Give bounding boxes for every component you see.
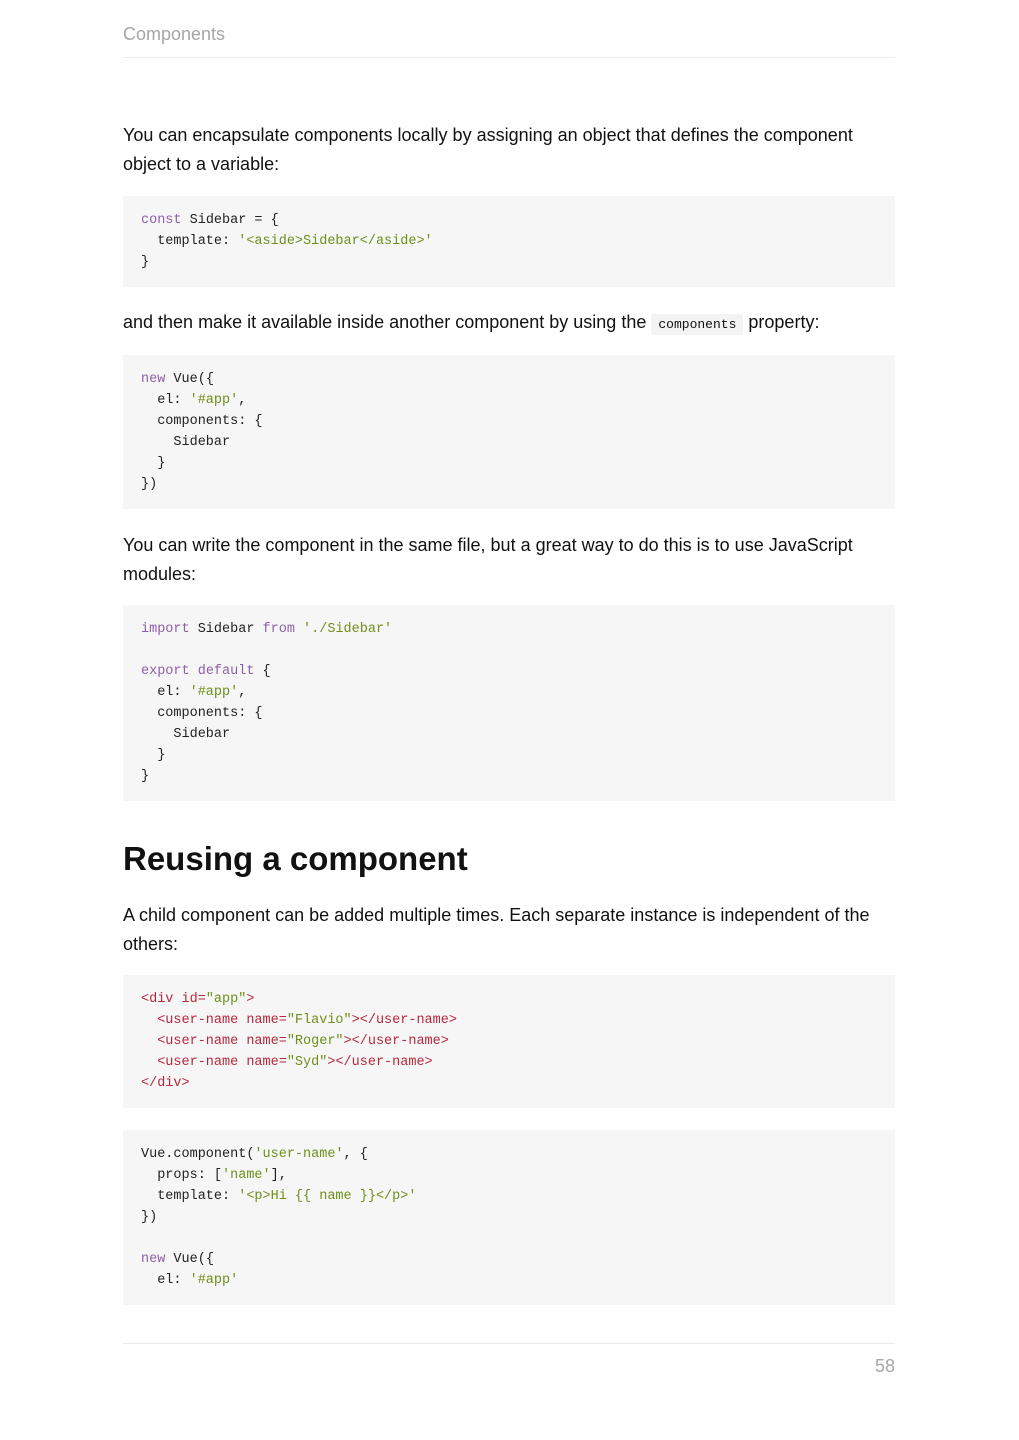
code-text: el: [141, 1273, 190, 1288]
code-text: } [141, 255, 150, 270]
code-text: props: [ [141, 1168, 223, 1183]
code-text: }) [141, 1210, 158, 1225]
code-text: Vue({ [165, 372, 214, 387]
inline-code-components: components [651, 314, 743, 335]
code-string: '#app' [189, 1273, 239, 1288]
code-tag: > [246, 992, 255, 1007]
paragraph-modules: You can write the component in the same file, but a great way to do this is to use JavaScript modules: [123, 535, 853, 584]
code-string: 'user-name' [254, 1147, 344, 1162]
code-string: "Syd" [286, 1055, 328, 1070]
code-block-html-template [123, 975, 895, 1108]
paragraph-intro: You can encapsulate components locally by assigning an object that defines the component object to a variable: [123, 125, 853, 174]
code-text: Sidebar [141, 727, 231, 742]
code-text: } [141, 456, 166, 471]
code-keyword: new [141, 372, 166, 387]
code-tag: <user-name name= [141, 1034, 287, 1049]
code-text: }) [141, 477, 158, 492]
code-keyword: new [141, 1252, 166, 1267]
code-keyword: export [141, 664, 190, 679]
code-tag: <div id= [141, 992, 206, 1007]
code-tag: ></user-name> [327, 1055, 433, 1070]
code-tag: </div> [141, 1076, 190, 1091]
code-text: template: [141, 234, 239, 249]
code-text: Vue({ [165, 1252, 214, 1267]
page-number: 58 [874, 1356, 895, 1376]
paragraph-text-before: and then make it available inside another component by using the [123, 312, 647, 332]
code-keyword: default [197, 664, 255, 679]
code-string: '#app' [189, 393, 239, 408]
code-string: './Sidebar' [303, 622, 393, 637]
footer-divider [123, 1343, 895, 1344]
code-keyword: const [141, 213, 182, 228]
code-string: '<p>Hi {{ name }}</p>' [238, 1189, 417, 1204]
code-text: Sidebar [141, 435, 231, 450]
code-keyword: import [141, 622, 190, 637]
code-block-import-export [123, 605, 895, 801]
code-text: el: [141, 685, 190, 700]
code-text: components: { [141, 414, 263, 429]
chapter-title: Components [123, 24, 226, 44]
code-text [295, 622, 303, 637]
code-keyword: from [262, 622, 295, 637]
code-text: Vue.component( [141, 1147, 255, 1162]
code-tag: <user-name name= [141, 1013, 287, 1028]
paragraph-child-component: A child component can be added multiple times. Each separate instance is independent of the others: [123, 905, 870, 954]
code-text: Sidebar [189, 622, 263, 637]
section-heading: Reusing a component [123, 840, 468, 877]
code-text: el: [141, 393, 190, 408]
code-tag: ></user-name> [343, 1034, 449, 1049]
code-text: , { [343, 1147, 368, 1162]
code-text: components: { [141, 706, 263, 721]
code-string: "app" [205, 992, 247, 1007]
code-tag: <user-name name= [141, 1055, 287, 1070]
code-text: } [141, 769, 150, 784]
code-text [190, 664, 198, 679]
code-text: ], [270, 1168, 287, 1183]
code-text: template: [141, 1189, 239, 1204]
paragraph-components-property [123, 308, 895, 339]
code-block-vue-component [123, 1130, 895, 1305]
running-header [123, 24, 895, 58]
code-block-sidebar-const [123, 196, 895, 287]
code-text: } [141, 748, 166, 763]
code-text: Sidebar = { [181, 213, 279, 228]
page-content [123, 121, 895, 1305]
code-text: { [254, 664, 271, 679]
code-string: 'name' [222, 1168, 271, 1183]
code-string: '<aside>Sidebar</aside>' [238, 234, 433, 249]
code-text: , [238, 393, 247, 408]
code-string: '#app' [189, 685, 239, 700]
code-string: "Flavio" [286, 1013, 352, 1028]
code-block-new-vue [123, 355, 895, 509]
code-tag: ></user-name> [351, 1013, 457, 1028]
paragraph-text-after: property: [748, 312, 820, 332]
code-text: , [238, 685, 247, 700]
code-string: "Roger" [286, 1034, 344, 1049]
